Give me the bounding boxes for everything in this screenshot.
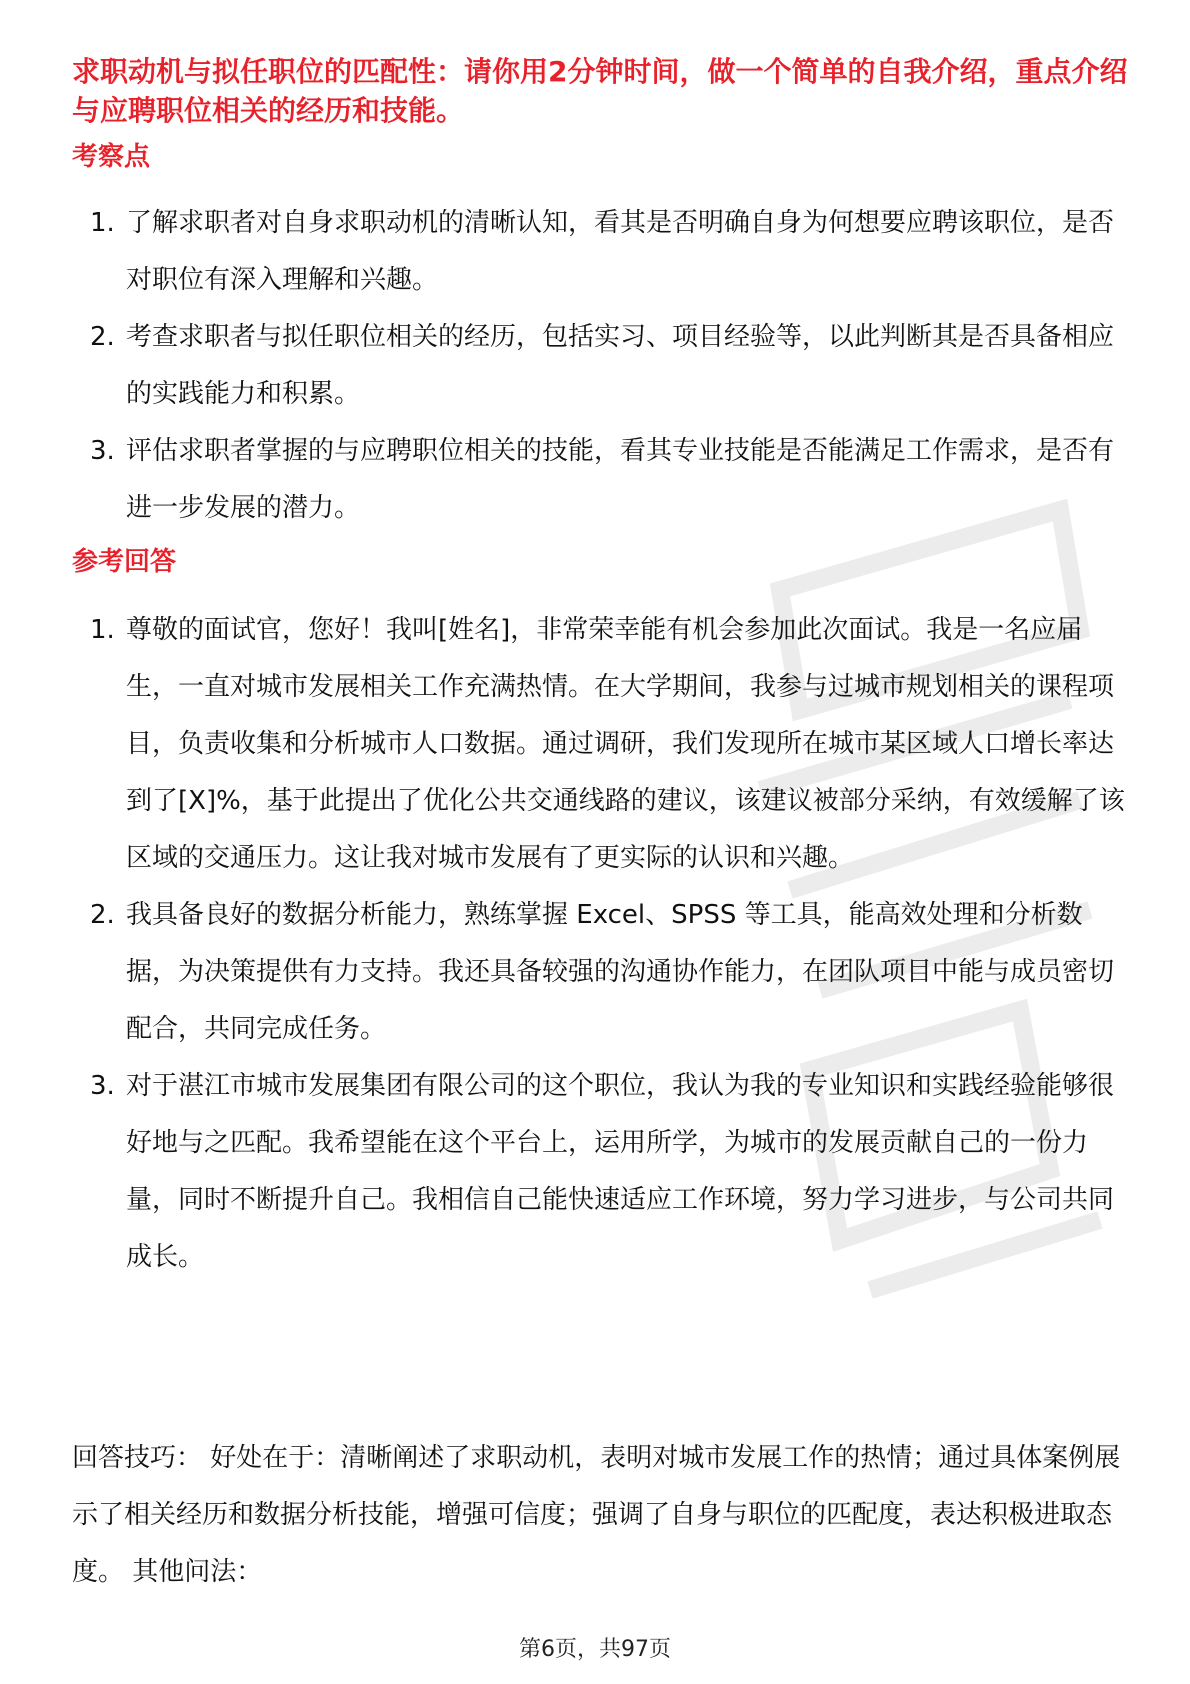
list-item	[72, 195, 1132, 309]
list-item	[72, 602, 1132, 887]
list-item-text: 尊敬的面试官，您好！我叫[姓名]，非常荣幸能有机会参加此次面试。我是一名应届生，一直对城市发展相关工作充满热情。在大学期间，我参与过城市规划相关的课程项目，负责收集和分析城市人口数据。通过调研，我们发现所在城市某区域人口增长率达到了[X]%，基于此提出了优化公共交通线路的建议，该建议被部分采纳，有效缓解了该区域的交通压力。这让我对城市发展有了更实际的认识和兴趣。	[126, 615, 1125, 873]
focus-list	[72, 195, 1132, 537]
list-item	[72, 309, 1132, 423]
list-item-number: 1.	[90, 615, 115, 645]
section-heading-focus: 考察点	[72, 142, 151, 172]
list-item-text: 评估求职者掌握的与应聘职位相关的技能，看其专业技能是否能满足工作需求，是否有进一步发展的潜力。	[126, 436, 1115, 523]
list-item-number: 1.	[90, 208, 115, 238]
answer-tip-paragraph: 回答技巧： 好处在于：清晰阐述了求职动机，表明对城市发展工作的热情；通过具体案例展示了相关经历和数据分析技能，增强可信度；强调了自身与职位的匹配度，表达积极进取态度。 其他问法：	[72, 1443, 1121, 1587]
list-item	[72, 887, 1132, 1058]
list-item	[72, 1058, 1132, 1286]
list-item-text: 了解求职者对自身求职动机的清晰认知，看其是否明确自身为何想要应聘该职位，是否对职位有深入理解和兴趣。	[126, 208, 1115, 295]
list-item-number: 2.	[90, 900, 115, 930]
question-title: 求职动机与拟任职位的匹配性：请你用2分钟时间，做一个简单的自我介绍，重点介绍与应聘职位相关的经历和技能。	[72, 55, 1128, 127]
list-item-text: 对于湛江市城市发展集团有限公司的这个职位，我认为我的专业知识和实践经验能够很好地与之匹配。我希望能在这个平台上，运用所学，为城市的发展贡献自己的一份力量，同时不断提升自己。我相信自己能快速适应工作环境，努力学习进步，与公司共同成长。	[126, 1071, 1115, 1272]
answer-list	[72, 602, 1132, 1286]
section-heading-answer: 参考回答	[72, 547, 177, 577]
page-number: 第6页，共97页	[519, 1637, 671, 1662]
list-item-number: 3.	[90, 1071, 115, 1101]
list-item-number: 3.	[90, 436, 115, 466]
list-item-text: 考查求职者与拟任职位相关的经历，包括实习、项目经验等，以此判断其是否具备相应的实践能力和积累。	[126, 322, 1115, 409]
list-item-number: 2.	[90, 322, 115, 352]
list-item	[72, 423, 1132, 537]
list-item-text: 我具备良好的数据分析能力，熟练掌握 Excel、SPSS 等工具，能高效处理和分析数据，为决策提供有力支持。我还具备较强的沟通协作能力，在团队项目中能与成员密切配合，共同完成任务。	[126, 900, 1115, 1044]
